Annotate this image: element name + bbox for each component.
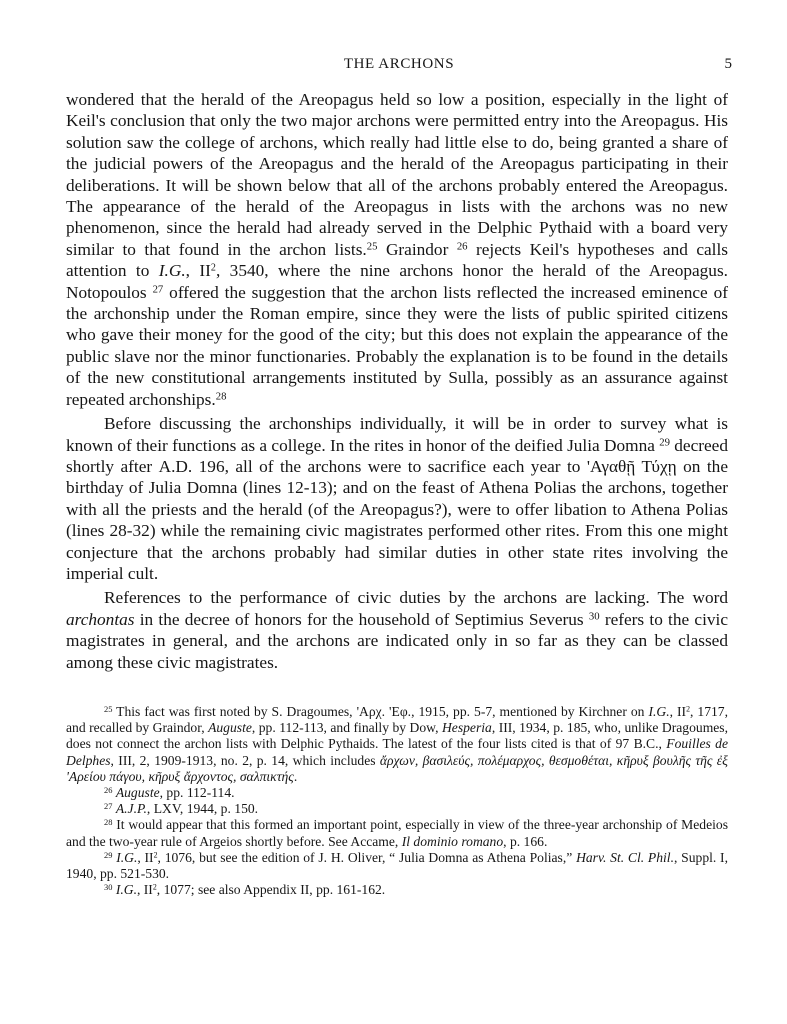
title-il-dominio: Il dominio romano — [401, 833, 504, 849]
footnotes — [66, 704, 728, 898]
text-run: Before discussing the archonships individually, it will be in order to survey what is known of their functions as a college. In the rites in honor of the deified Julia Domna — [66, 414, 728, 455]
page-number: 5 — [724, 56, 732, 72]
running-title: THE ARCHONS — [343, 56, 455, 72]
text-run: , III, 2, 1909-1913, no. 2, p. 14, which includes — [110, 752, 380, 768]
paragraph-1 — [66, 89, 728, 410]
text-run: , II — [136, 882, 153, 898]
greek-abbrev: 'Αρχ. 'Εφ. — [356, 704, 412, 719]
title-auguste: Auguste — [208, 720, 252, 736]
footnote-28 — [66, 817, 728, 849]
footnote-number: 25 — [104, 703, 113, 714]
era-abbrev: A.D. — [158, 456, 193, 476]
paragraph-2 — [66, 413, 728, 584]
text-run: , Suppl. I, 1940, pp. 521-530. — [66, 849, 728, 882]
citation-ig: I.G. — [158, 261, 186, 281]
footnote-27 — [66, 801, 728, 817]
citation-ig: I.G. — [648, 704, 670, 719]
text-run: wondered that the herald of the Areopagus held so low a position, especially in the light of Keil's conclusion that only the two major archons were permitted entry into the Areopagus. His solution saw the college of archons, which really had little else to do, being granted a share of the judicial powers of the Areopagus and the herald of the Areopagus participating in their deliberations. It will be shown below that all of the archons probably entered the Areopagus. The appearance of the herald of the Areopagus in lists with the archons was no new phenomenon, since the herald had already served in the Delphic Pythaid with a board very similar to that found in the archon lists. — [66, 90, 728, 259]
text-run: , — [658, 736, 667, 752]
text-run: , II — [669, 704, 687, 719]
greek-phrase: 'Αγαθῇ Τύχῃ — [586, 456, 677, 476]
footnote-number: 28 — [104, 817, 113, 828]
text-run: It would appear that this formed an important point, especially in view of the three-year archonship of Medeios and the two-year rule of Argeios shortly before. See Accame, — [66, 817, 728, 849]
text-run: rejects Keil's hypotheses and calls attention to — [66, 239, 729, 281]
superscript: 2 — [152, 882, 157, 892]
text-run: Graindor — [377, 239, 457, 259]
text-run: in the decree of honors for the household of Septimius Severus — [134, 609, 589, 629]
footnote-ref-30[interactable]: 30 — [588, 610, 600, 623]
title-ajp: A.J.P. — [115, 801, 147, 817]
footnote-number: 27 — [104, 801, 113, 812]
text-run: , 1076, but see the edition of J. H. Oliver, “ Julia Domna as Athena Polias,” — [157, 849, 577, 865]
text-run: decreed shortly after — [66, 435, 728, 476]
title-hesperia: Hesperia — [441, 720, 492, 736]
text-run: , 3540, where the nine archons honor the herald of the Areopagus. Notopoulos — [66, 261, 728, 302]
footnote-30 — [66, 882, 728, 898]
era-abbrev: B.C. — [633, 736, 659, 752]
footnote-25 — [66, 704, 728, 785]
citation-ig: I.G. — [116, 849, 138, 865]
text-run: , III, 1934, p. 185, who, unlike Dragoumes, does not connect the archon lists with Delphic Pythaids. The latest of the four lists cited is that of 97 — [66, 720, 728, 752]
text-run: , 1077; see also Appendix II, pp. 161-162. — [156, 882, 386, 898]
superscript: 2 — [210, 262, 216, 274]
text-run: , pp. 112-114. — [159, 785, 235, 801]
footnote-26 — [66, 785, 728, 801]
paragraph-3 — [66, 587, 728, 673]
text-run: , pp. 112-113, and finally by Dow, — [251, 720, 442, 736]
text-run: This fact was first noted by S. Dragoumes, — [112, 704, 357, 719]
superscript: 2 — [153, 850, 158, 860]
footnote-number: 29 — [104, 849, 113, 860]
footnote-ref-26[interactable]: 26 — [456, 240, 468, 253]
footnote-29 — [66, 850, 728, 882]
greek-list: ἄρχων, βασιλεύς, πολέμαρχος, θεσμοθέται, κῆρυξ βουλῆς τῆς ἐξ 'Αρείου πάγου, κῆρυξ ἄρχοντος, σαλπικτής — [66, 752, 728, 784]
text-run: , II — [185, 261, 211, 281]
text-run: refers to the civic magistrates in general, and the archons are indicated only in so far as they can be classed among these civic magistrates. — [66, 609, 728, 672]
text-run: on the birthday of Julia Domna (lines 12-13); and on the feast of Athena Polias the archons, together with all the priests and the herald (of the Areopagus?), were to offer libation to Athena Polias (lines 28-32) while the remaining civic magistrates performed other rites. From this one might conjecture that the archons probably had similar duties in other state rites involving the imperial cult. — [66, 456, 728, 583]
footnote-number: 30 — [104, 882, 113, 893]
text-run: References to the performance of civic duties by the archons are lacking. The word — [104, 588, 728, 608]
term-archontas: archontas — [66, 609, 135, 629]
title-fouilles: Fouilles de Delphes — [66, 736, 729, 768]
text-run: , p. 166. — [503, 833, 548, 849]
text-run: , 1717, and recalled by Graindor, — [66, 704, 728, 736]
title-harv-st: Harv. St. Cl. Phil. — [576, 849, 674, 865]
footnote-ref-25[interactable]: 25 — [366, 240, 378, 253]
running-header — [66, 56, 732, 80]
body-text — [66, 89, 728, 673]
text-run: , 1915, pp. 5-7, mentioned by Kirchner on — [411, 704, 649, 719]
text-run: , II — [137, 849, 154, 865]
footnote-ref-27[interactable]: 27 — [152, 283, 164, 296]
footnote-ref-29[interactable]: 29 — [659, 436, 670, 449]
text-run: . — [293, 768, 298, 784]
footnote-number: 26 — [104, 784, 113, 795]
text-run: , LXV, 1944, p. 150. — [146, 801, 259, 817]
text-run: offered the suggestion that the archon lists reflected the increased eminence of the archonship under the Roman empire, since they were the lists of public spirited citizens who gave their money for the good of the city; but this does not explain the appearance of the public slave nor the minor functionaries. Probably the explanation is to be found in the details of the new constitutional arrangements instituted by Sulla, possibly as an assurance against repeated archonships. — [66, 282, 728, 409]
footnote-ref-28[interactable]: 28 — [215, 390, 227, 403]
text-run: 196, all of the archons were to sacrifice each year to — [192, 456, 587, 476]
citation-ig: I.G. — [115, 882, 137, 898]
title-auguste: Auguste — [115, 785, 160, 801]
superscript: 2 — [686, 704, 690, 714]
